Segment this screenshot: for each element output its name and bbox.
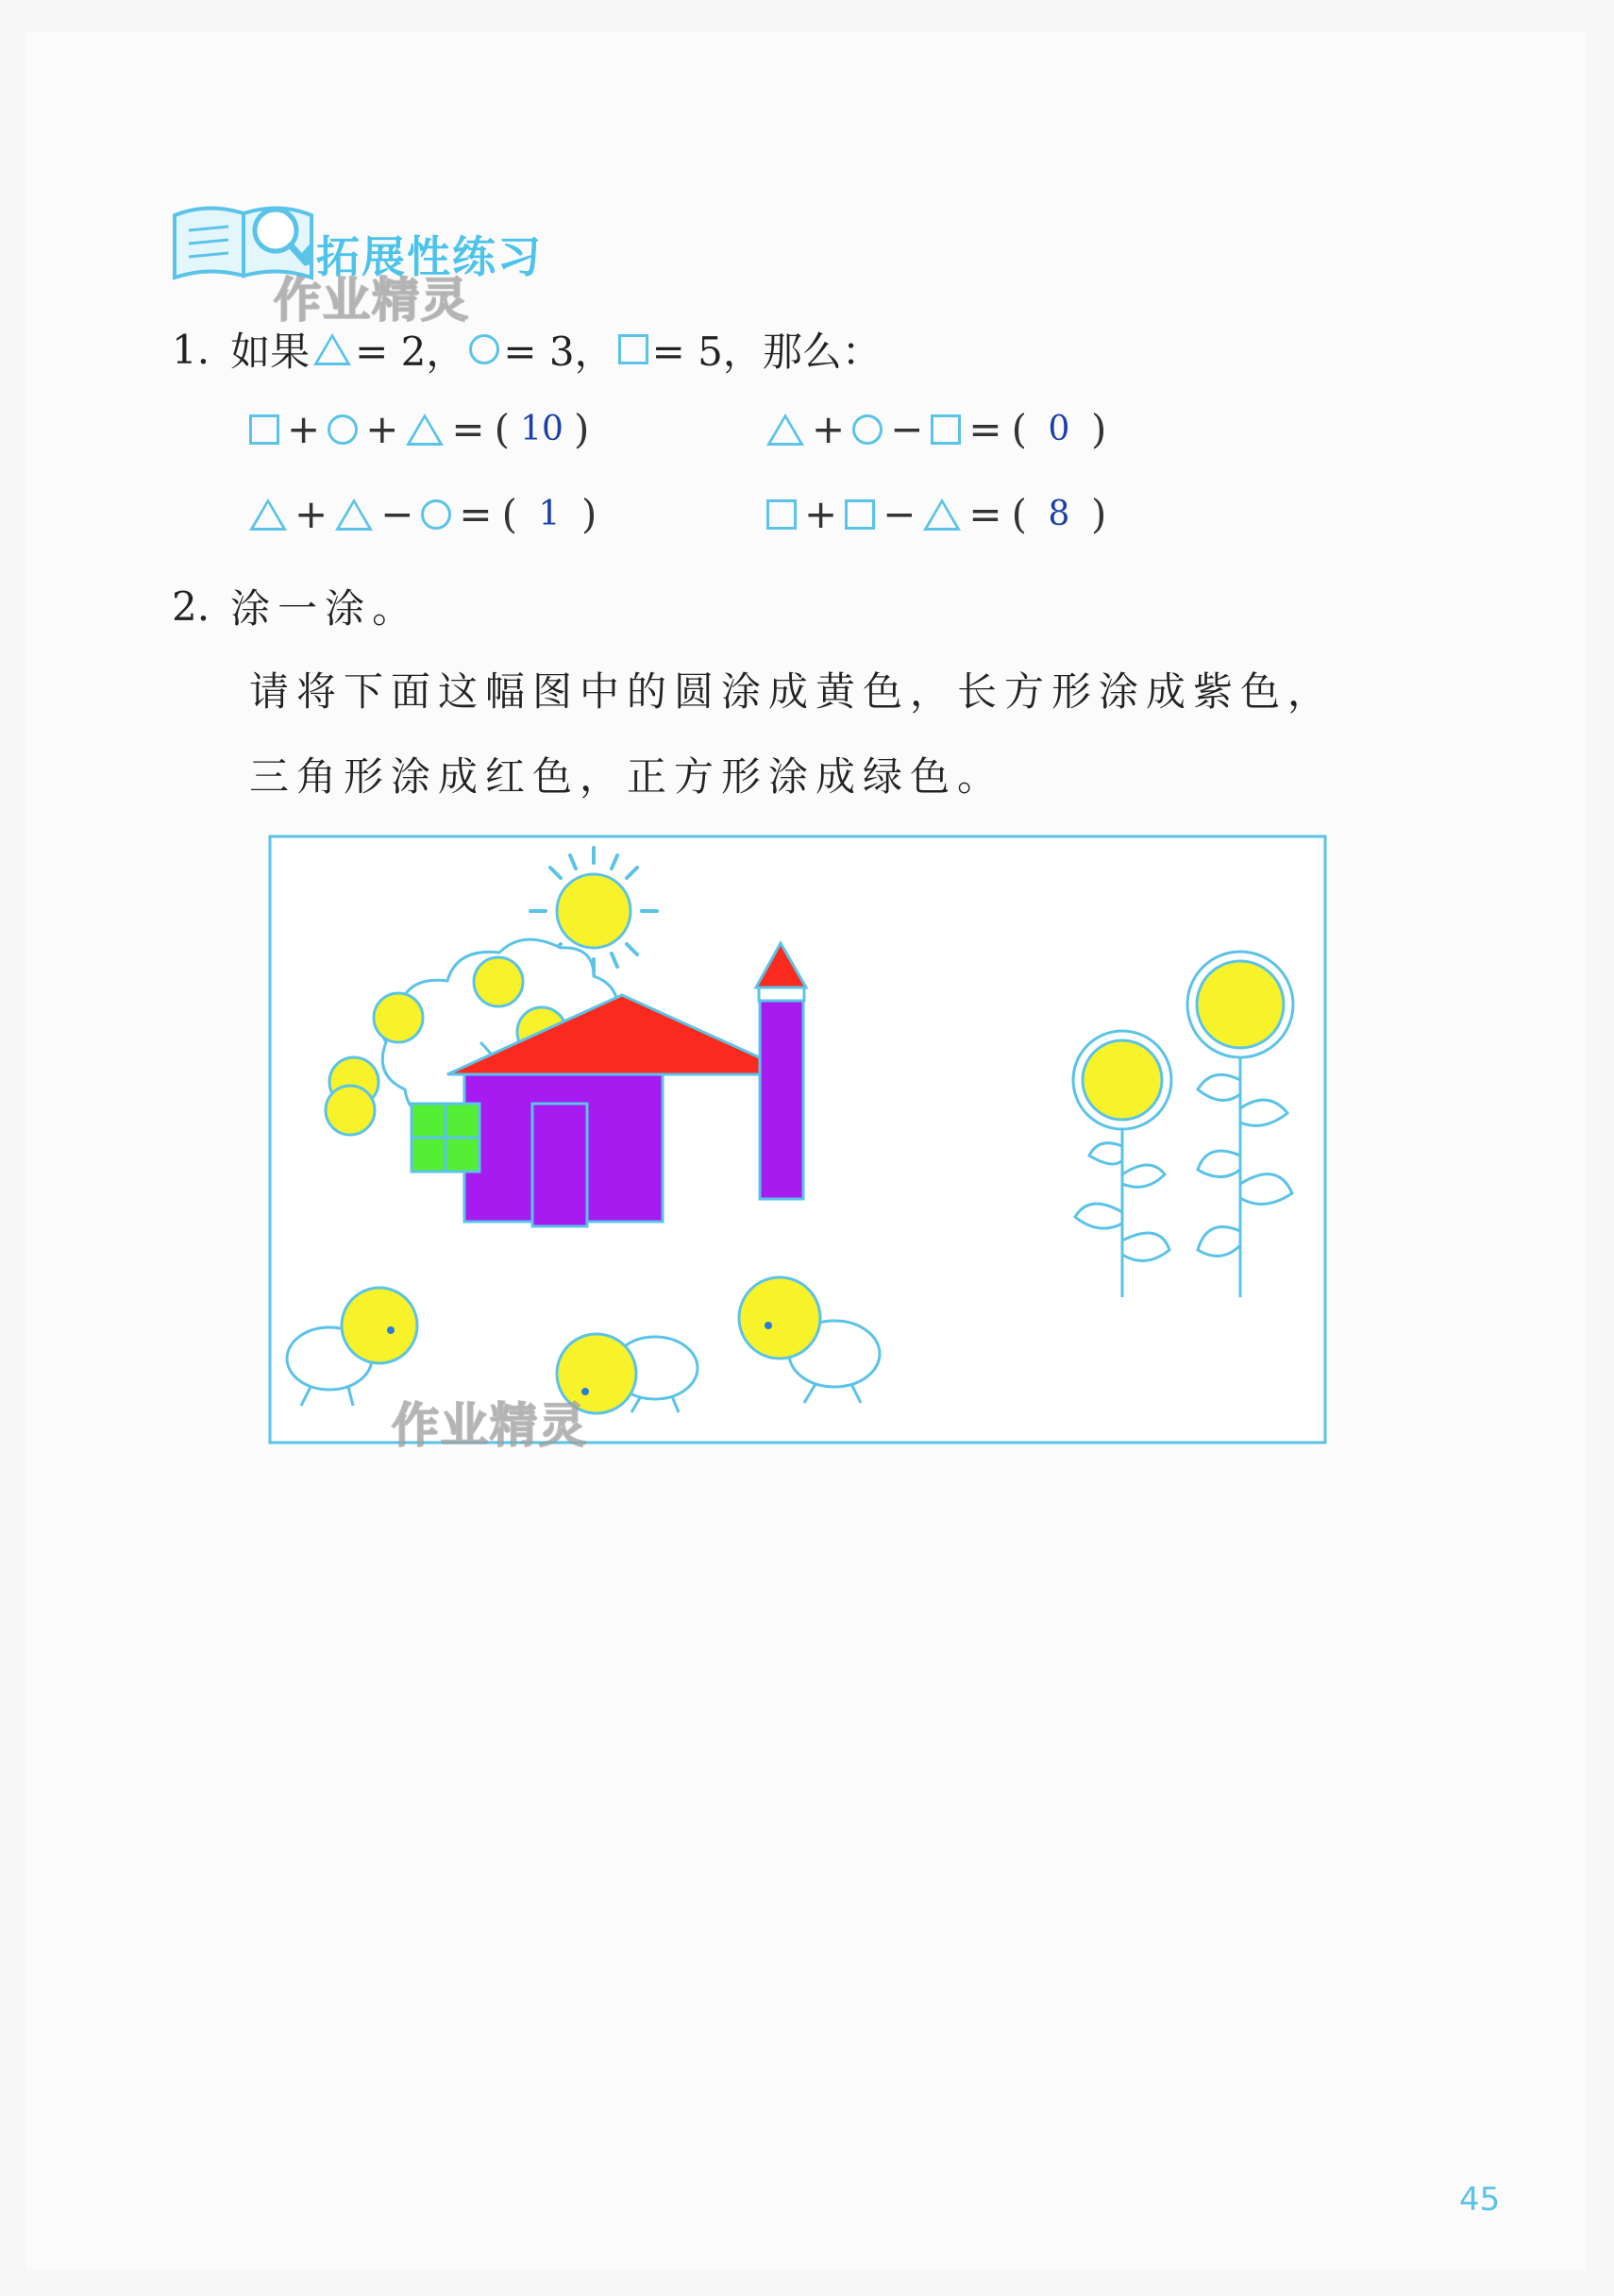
question-1-text: 如果	[230, 329, 311, 375]
question-2-title	[172, 578, 419, 634]
watermark: 作业精灵	[392, 1398, 588, 1453]
answer-a[interactable]: 10	[520, 410, 563, 448]
question-1-intro	[172, 321, 882, 378]
triangle-icon	[335, 498, 373, 531]
circle-value: = 3，	[503, 329, 614, 375]
square-icon	[249, 414, 279, 445]
expression-a: + + = ( 10 )	[245, 406, 595, 452]
triangle-icon	[313, 333, 351, 365]
square-icon	[931, 414, 961, 445]
circle-icon	[328, 414, 358, 445]
instruction-line-1: 请将下面这幅图中的圆涂成黄色，长方形涂成紫色，	[249, 668, 1336, 715]
question-number: 1.	[172, 326, 210, 373]
square-icon	[618, 334, 648, 364]
section-title: 拓展性练习	[316, 231, 543, 282]
watermark: 作业精灵	[274, 273, 470, 328]
instruction-line-2: 三角形涂成红色，正方形涂成绿色。	[249, 753, 1005, 800]
answer-b[interactable]: 0	[1048, 410, 1070, 448]
expression-c: + − = ( 1 )	[245, 491, 602, 537]
answer-d[interactable]: 8	[1048, 495, 1070, 533]
triangle-value: = 2，	[355, 329, 466, 375]
expression-b: + − = ( 0 )	[763, 406, 1112, 452]
tower	[756, 943, 806, 1199]
square-icon	[766, 499, 797, 530]
question-2-text: 涂一涂。	[230, 585, 420, 632]
expression-d: + − = ( 8 )	[763, 491, 1112, 537]
triangle-icon	[249, 498, 287, 531]
circle-icon	[852, 414, 883, 445]
coloring-picture	[268, 835, 1327, 1444]
triangle-icon	[766, 414, 804, 446]
square-icon	[845, 499, 875, 530]
triangle-icon	[406, 414, 444, 446]
square-value: = 5，那么：	[651, 329, 882, 375]
page-number: 45	[1459, 2181, 1501, 2219]
circle-icon	[469, 334, 499, 364]
answer-c[interactable]: 1	[538, 495, 561, 533]
triangle-icon	[923, 498, 961, 531]
circle-icon	[421, 499, 451, 530]
question-number: 2.	[172, 582, 210, 630]
